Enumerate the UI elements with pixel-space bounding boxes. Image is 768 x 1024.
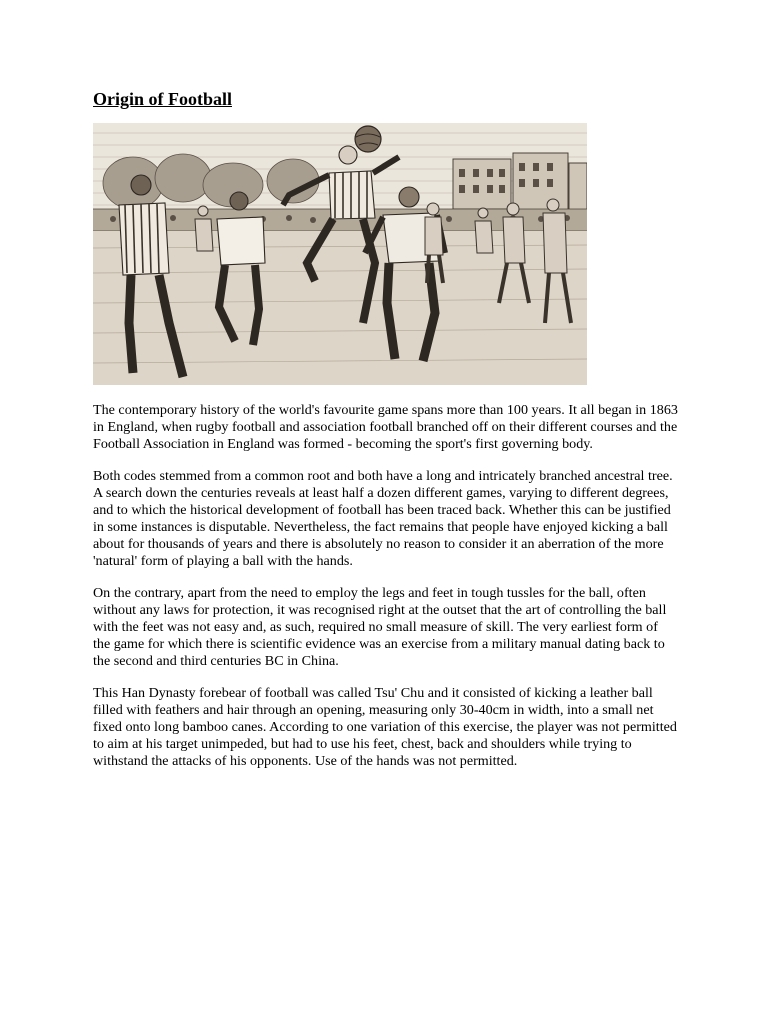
document-page	[93, 88, 678, 785]
paragraph-4: This Han Dynasty forebear of football was called Tsu' Chu and it consisted of kicking a leather ball filled with feathers and hair through an opening, measuring only 30-40cm in width, into a small net fixed onto long bamboo canes. According to one variation of this exercise, the player was not permitted to aim at his target unimpeded, but had to use his feet, chest, back and shoulders while trying to withstand the attacks of his opponents. Use of the hands was not permitted.	[93, 685, 677, 769]
paragraph-2: Both codes stemmed from a common root and both have a long and intricately branched ancestral tree. A search down the centuries reveals at least half a dozen different games, varying to different degrees, and to which the historical development of football has been traced back. Whether this can be justified in some instances is disputable. Nevertheless, the fact remains that people have enjoyed kicking a ball about for thousands of years and there is absolutely no reason to consider it an aberration of the more 'natural' form of playing a ball with the hands.	[93, 468, 673, 569]
paragraph-3: On the contrary, apart from the need to employ the legs and feet in tough tussles for the ball, often without any laws for protection, it was recognised right at the outset that the art of controlling the ball with the feet was not easy and, as such, required no small measure of skill. The very earliest form of the game for which there is scientific evidence was an exercise from a military manual dating back to the second and third centuries BC in China.	[93, 585, 667, 669]
paragraph-1: The contemporary history of the world's favourite game spans more than 100 years. It all began in 1863 in England, when rugby football and association football branched off on their different courses and the Football Association in England was formed - becoming the sport's first governing body.	[93, 402, 678, 452]
document-title: Origin of Football	[93, 89, 232, 109]
football-match-illustration	[93, 123, 587, 385]
